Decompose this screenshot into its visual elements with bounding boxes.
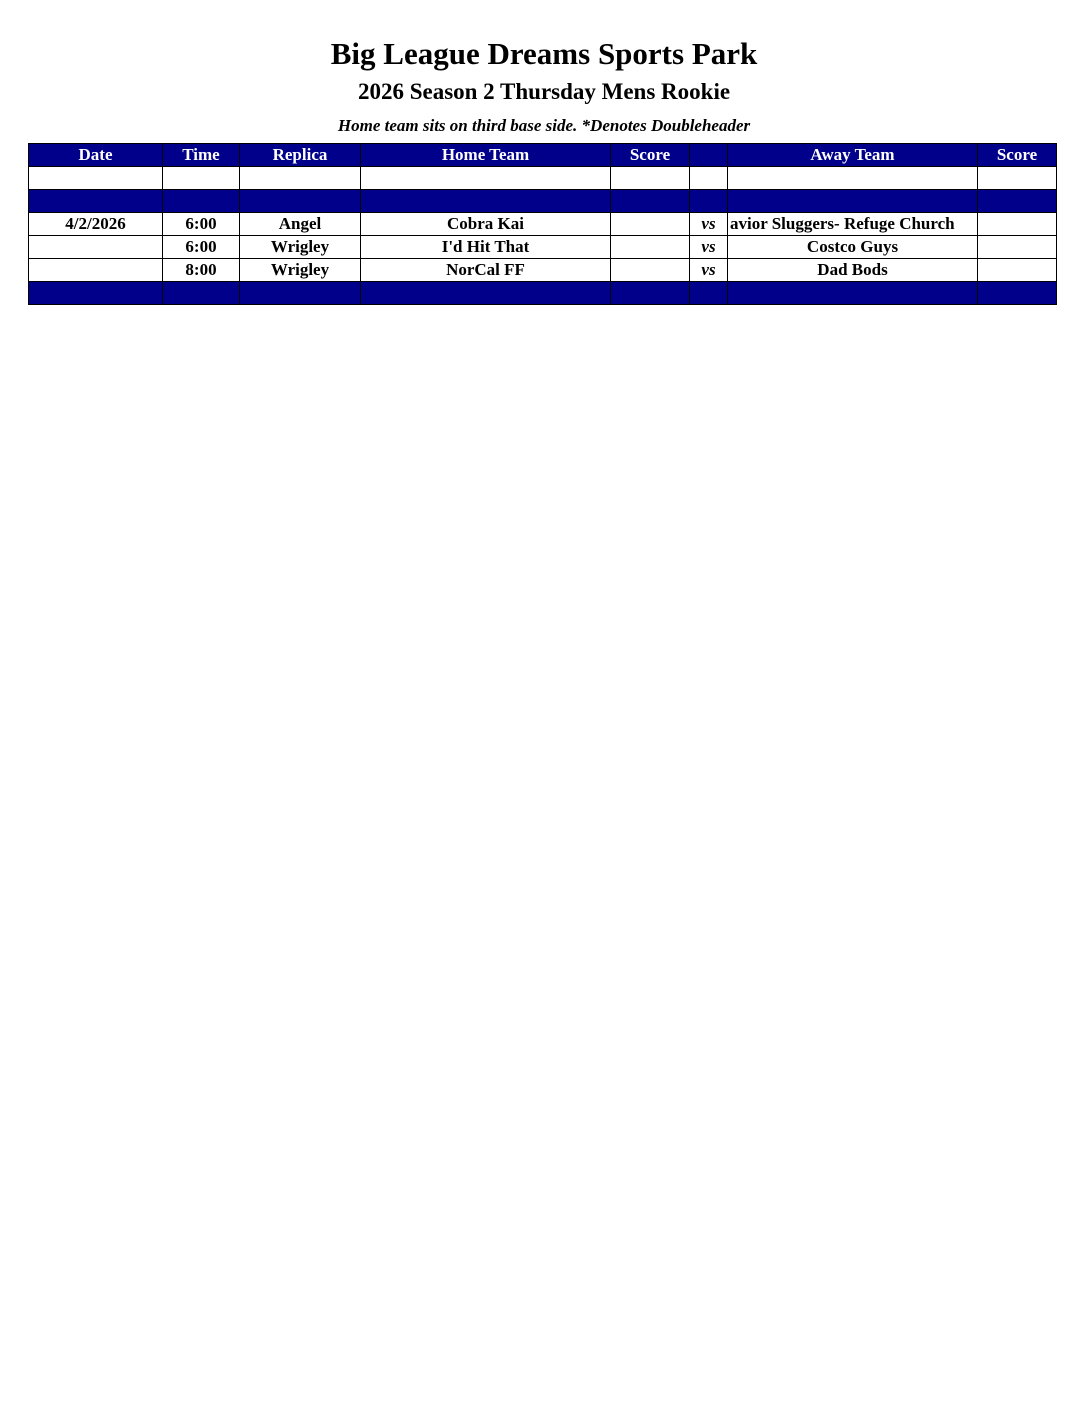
- col-header-home-score: Score: [611, 144, 690, 167]
- band-cell: [163, 190, 240, 213]
- blank-cell: [728, 167, 978, 190]
- band-cell: [29, 190, 163, 213]
- band-cell: [240, 190, 361, 213]
- col-header-vs: [690, 144, 728, 167]
- game-away-team: avior Sluggers- Refuge Church: [730, 214, 955, 233]
- game-away-score: [978, 259, 1057, 282]
- table-row: [29, 213, 1057, 236]
- band-cell: [728, 190, 978, 213]
- col-header-home-team: Home Team: [361, 144, 611, 167]
- game-date: [29, 259, 163, 282]
- schedule-note: Home team sits on third base side. *Denotes Doubleheader: [337, 116, 751, 135]
- game-away-team-cell: [728, 213, 978, 236]
- band-cell: [978, 190, 1057, 213]
- game-away-score: [978, 236, 1057, 259]
- game-time: 6:00: [163, 213, 240, 236]
- table-row: [29, 259, 1057, 282]
- band-cell: [611, 282, 690, 305]
- band-cell: [611, 190, 690, 213]
- band-cell: [978, 282, 1057, 305]
- band-cell: [29, 282, 163, 305]
- game-vs: vs: [690, 259, 728, 282]
- blank-cell: [240, 167, 361, 190]
- page-subtitle: 2026 Season 2 Thursday Mens Rookie: [357, 79, 731, 104]
- game-time: 6:00: [163, 236, 240, 259]
- band-cell: [690, 190, 728, 213]
- blank-cell: [29, 167, 163, 190]
- separator-band-row: [29, 282, 1057, 305]
- schedule-table: [28, 143, 1057, 305]
- game-away-score: [978, 213, 1057, 236]
- game-replica: Angel: [240, 213, 361, 236]
- col-header-replica: Replica: [240, 144, 361, 167]
- band-cell: [240, 282, 361, 305]
- game-away-team: Costco Guys: [728, 236, 978, 259]
- band-cell: [728, 282, 978, 305]
- game-time: 8:00: [163, 259, 240, 282]
- band-cell: [361, 190, 611, 213]
- blank-cell: [690, 167, 728, 190]
- page-title: Big League Dreams Sports Park: [330, 36, 758, 71]
- game-date: [29, 236, 163, 259]
- blank-cell: [163, 167, 240, 190]
- separator-band-row: [29, 190, 1057, 213]
- blank-cell: [361, 167, 611, 190]
- blank-row: [29, 167, 1057, 190]
- game-home-team: I'd Hit That: [361, 236, 611, 259]
- game-home-team: Cobra Kai: [361, 213, 611, 236]
- game-vs: vs: [690, 236, 728, 259]
- blank-cell: [611, 167, 690, 190]
- band-cell: [690, 282, 728, 305]
- blank-cell: [978, 167, 1057, 190]
- band-cell: [361, 282, 611, 305]
- col-header-away-score: Score: [978, 144, 1057, 167]
- game-home-score: [611, 259, 690, 282]
- game-replica: Wrigley: [240, 236, 361, 259]
- col-header-time: Time: [163, 144, 240, 167]
- table-header-row: [29, 144, 1057, 167]
- game-date: 4/2/2026: [29, 213, 163, 236]
- game-away-team: Dad Bods: [728, 259, 978, 282]
- game-vs: vs: [690, 213, 728, 236]
- col-header-date: Date: [29, 144, 163, 167]
- game-replica: Wrigley: [240, 259, 361, 282]
- col-header-away-team: Away Team: [728, 144, 978, 167]
- game-home-score: [611, 213, 690, 236]
- game-home-team: NorCal FF: [361, 259, 611, 282]
- band-cell: [163, 282, 240, 305]
- game-home-score: [611, 236, 690, 259]
- table-row: [29, 236, 1057, 259]
